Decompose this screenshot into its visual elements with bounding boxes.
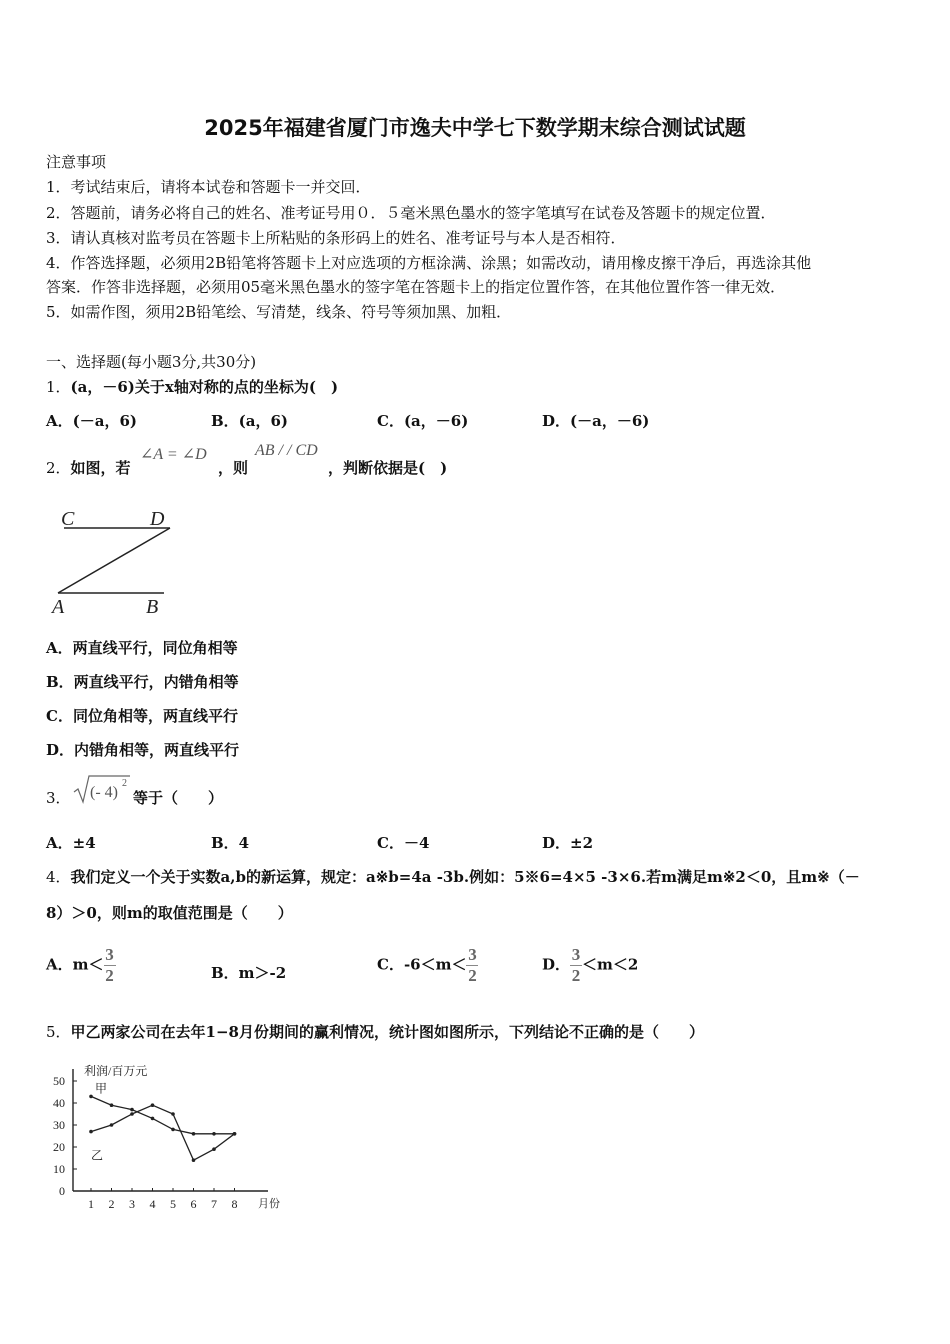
math-angle-equal: ∠A = ∠D xyxy=(140,446,207,463)
x-tick-label: 7 xyxy=(211,1197,217,1211)
data-point xyxy=(151,1117,155,1121)
question-text: ，判断依据是( ) xyxy=(328,459,448,477)
q3-option-a[interactable]: A．±4 xyxy=(46,834,96,852)
question-text: ，则 xyxy=(218,459,249,477)
x-tick-label: 6 xyxy=(190,1197,197,1211)
data-point xyxy=(130,1108,134,1112)
data-point xyxy=(192,1158,196,1162)
x-tick-label: 5 xyxy=(170,1197,176,1211)
exponent: 2 xyxy=(122,778,127,789)
data-point xyxy=(171,1128,175,1132)
radicand: (- 4) xyxy=(90,784,118,801)
data-point xyxy=(151,1103,155,1107)
question-text: (a，－6)关于x轴对称的点的坐标为( ) xyxy=(70,378,339,396)
question-5 xyxy=(46,1022,704,1042)
x-tick-label: 3 xyxy=(129,1197,135,1211)
x-tick-label: 1 xyxy=(88,1197,94,1211)
question-2 xyxy=(46,458,131,478)
notice-item: 2．答题前，请务必将自己的姓名、准考证号用０．５毫米黑色墨水的签字笔填写在试卷及答题卡的规定位置． xyxy=(46,204,776,222)
q2-figure xyxy=(50,505,180,620)
notice-item: 答案．作答非选择题，必须用05毫米黑色墨水的签字笔在答题卡上的指定位置作答，在其他位置作答一律无效． xyxy=(46,278,786,296)
y-tick-label: 30 xyxy=(53,1118,65,1132)
q3-option-c[interactable]: C．－4 xyxy=(377,834,430,852)
series-line-jia xyxy=(91,1096,235,1133)
q1-option-d[interactable]: D．(－a，－6) xyxy=(542,412,650,430)
series-label: 甲 xyxy=(95,1081,108,1096)
x-tick-label: 8 xyxy=(231,1197,238,1211)
label-a: A xyxy=(52,596,65,618)
question-text: 8）＞0，则m的取值范围是（ ） xyxy=(46,904,293,922)
question-number: 5． xyxy=(46,1023,71,1041)
profit-line-chart xyxy=(40,1055,305,1215)
data-point xyxy=(130,1112,134,1116)
y-tick-label: 50 xyxy=(53,1074,65,1088)
question-1 xyxy=(46,377,338,397)
sqrt-expression xyxy=(72,772,132,806)
data-point xyxy=(89,1095,93,1099)
x-tick-label: 4 xyxy=(149,1197,156,1211)
data-point xyxy=(89,1130,93,1134)
notice-item: 4．作答选择题，必须用2B铅笔将答题卡上对应选项的方框涂满、涂黑；如需改动，请用橡皮擦干净后，再选涂其他 xyxy=(46,254,812,272)
x-tick-label: 2 xyxy=(108,1197,115,1211)
data-point xyxy=(192,1132,196,1136)
fraction-three-halves: $\frac{3}{2}$ xyxy=(468,945,477,985)
series-label: 乙 xyxy=(91,1148,104,1163)
option-text: ＜m＜2 xyxy=(582,955,639,974)
question-text: 甲乙两家公司在去年1−8月份期间的赢利情况，统计图如图所示，下列结论不正确的是（ ） xyxy=(70,1023,704,1041)
y-tick-label: 0 xyxy=(59,1184,65,1198)
notice-item: 1．考试结束后，请将本试卷和答题卡一并交回． xyxy=(46,178,371,196)
y-tick-label: 20 xyxy=(53,1140,65,1154)
question-4 xyxy=(46,867,860,887)
fraction-three-halves: $\frac{3}{2}$ xyxy=(105,945,114,985)
data-point xyxy=(212,1132,216,1136)
data-point xyxy=(233,1132,237,1136)
math-parallel: AB / / CD xyxy=(255,442,318,459)
q1-option-c[interactable]: C．(a，－6) xyxy=(377,412,469,430)
chart-xlabel: 月份 xyxy=(258,1198,280,1210)
q4-option-a[interactable] xyxy=(46,946,116,985)
notice-item: 3．请认真核对监考员在答题卡上所粘贴的条形码上的姓名、准考证号与本人是否相符． xyxy=(46,229,626,247)
page-title: 2025年福建省厦门市逸夫中学七下数学期末综合测试试题 xyxy=(204,116,746,140)
data-point xyxy=(171,1112,175,1116)
notice-item: 5．如需作图，须用2B铅笔绘、写清楚，线条、符号等须加黑、加粗． xyxy=(46,303,512,321)
y-tick-label: 40 xyxy=(53,1096,65,1110)
label-d: D xyxy=(150,508,165,530)
chart-ylabel: 利润/百万元 xyxy=(84,1064,148,1078)
section-heading: 一、选择题(每小题3分,共30分) xyxy=(46,353,257,371)
question-number: 1． xyxy=(46,378,71,396)
option-text: A．m＜ xyxy=(46,955,104,974)
question-text: 等于（ ） xyxy=(133,789,224,807)
label-c: C xyxy=(61,508,75,530)
q4-option-b[interactable]: B．m＞-2 xyxy=(211,964,287,982)
data-point xyxy=(212,1147,216,1151)
data-point xyxy=(110,1103,114,1107)
option-label: D． xyxy=(542,955,571,974)
question-number: 4． xyxy=(46,868,71,886)
fraction-three-halves: $\frac{3}{2}$ xyxy=(571,945,581,985)
q1-option-a[interactable]: A．(－a，6) xyxy=(46,412,137,430)
q4-option-d[interactable] xyxy=(542,946,638,985)
q4-option-c[interactable] xyxy=(377,946,478,985)
question-text: 如图，若 xyxy=(70,459,131,477)
q3-option-b[interactable]: B．4 xyxy=(211,834,250,852)
question-number: 2． xyxy=(46,459,71,477)
segment-ad xyxy=(58,528,170,593)
data-point xyxy=(110,1123,114,1127)
q3-option-d[interactable]: D．±2 xyxy=(542,834,594,852)
question-number: 3． xyxy=(46,789,71,807)
label-b: B xyxy=(146,596,159,618)
q2-option-c[interactable]: C．同位角相等，两直线平行 xyxy=(46,707,238,725)
option-text: C．-6＜m＜ xyxy=(377,955,467,974)
y-tick-label: 10 xyxy=(53,1162,65,1176)
q2-option-a[interactable]: A．两直线平行，同位角相等 xyxy=(46,639,238,657)
q1-option-b[interactable]: B．(a，6) xyxy=(211,412,289,430)
q2-option-b[interactable]: B．两直线平行，内错角相等 xyxy=(46,673,239,691)
question-text: 我们定义一个关于实数a,b的新运算，规定：a※b=4a -3b.例如：5※6=4×5 -3×6.若m满足m※2＜0，且m※（－ xyxy=(70,868,860,886)
notice-heading: 注意事项 xyxy=(46,153,107,171)
q2-option-d[interactable]: D．内错角相等，两直线平行 xyxy=(46,741,240,759)
